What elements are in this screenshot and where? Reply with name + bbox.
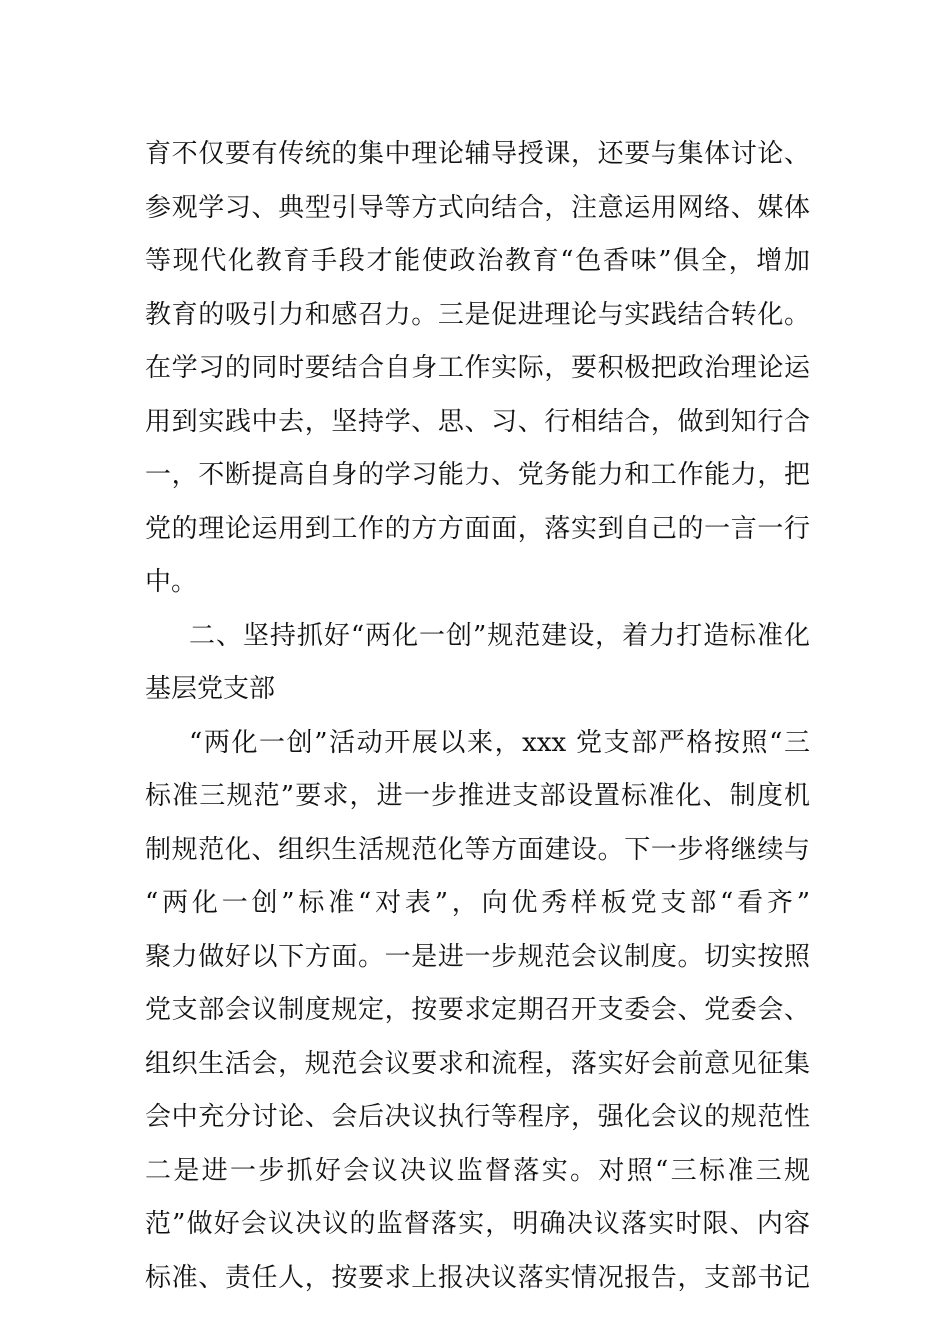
- paragraph-line: 范”做好会议决议的监督落实，明确决议落实时限、内容: [145, 1209, 810, 1239]
- paragraph-line: 等现代化教育手段才能使政治教育“色香味”俱全，增加: [145, 246, 810, 276]
- paragraph-line: 聚力做好以下方面。一是进一步规范会议制度。切实按照: [145, 941, 810, 972]
- paragraph-line: 中。: [145, 567, 198, 597]
- paragraph-line: 用到实践中去，坚持学、思、习、行相结合，做到知行合: [145, 406, 810, 437]
- paragraph-line: 会中充分讨论、会后决议执行等程序，强化会议的规范性: [145, 1102, 810, 1132]
- paragraph-line: 二是进一步抓好会议决议监督落实。对照“三标准三规: [145, 1155, 810, 1186]
- paragraph-line: 党的理论运用到工作的方方面面，落实到自己的一言一行: [145, 513, 810, 544]
- paragraph-line: 标准、责任人，按要求上报决议落实情况报告，支部书记: [145, 1262, 810, 1293]
- paragraph-line: 育不仅要有传统的集中理论辅导授课，还要与集体讨论、: [145, 139, 810, 169]
- paragraph-line: 教育的吸引力和感召力。三是促进理论与实践结合转化。: [145, 299, 810, 330]
- paragraph-line: 一，不断提高自身的学习能力、党务能力和工作能力，把: [145, 460, 810, 490]
- paragraph-line: 组织生活会，规范会议要求和流程，落实好会前意见征集: [145, 1048, 810, 1079]
- paragraph-line: 制规范化、组织生活规范化等方面建设。下一步将继续与: [145, 834, 810, 865]
- section-heading-line: 二、坚持抓好“两化一创”规范建设，着力打造标准化: [189, 620, 810, 651]
- paragraph-line: “两化一创”活动开展以来，xxx 党支部严格按照“三: [189, 727, 810, 758]
- section-heading-line: 基层党支部: [145, 674, 276, 704]
- paragraph-line: 党支部会议制度规定，按要求定期召开支委会、党委会、: [145, 995, 810, 1025]
- paragraph-line: “两化一创”标准“对表”，向优秀样板党支部“看齐”: [145, 888, 810, 918]
- paragraph-line: 标准三规范”要求，进一步推进支部设置标准化、制度机: [145, 781, 810, 811]
- document-body: [145, 128, 810, 1305]
- paragraph-line: 参观学习、典型引导等方式向结合，注意运用网络、媒体: [145, 192, 810, 223]
- paragraph-line: 在学习的同时要结合自身工作实际，要积极把政治理论运: [145, 353, 810, 383]
